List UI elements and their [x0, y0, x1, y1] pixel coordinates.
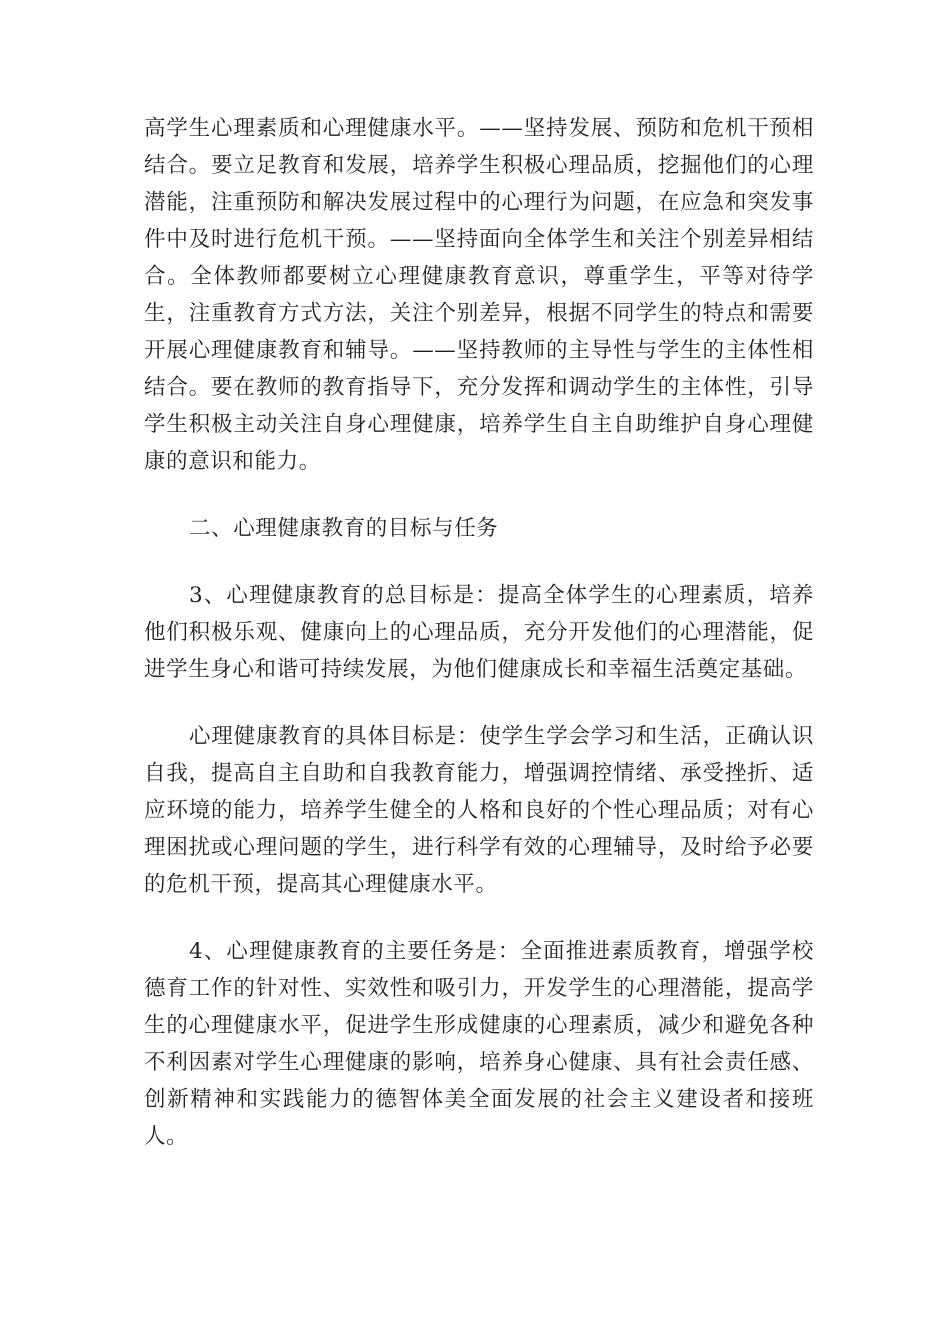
document-body — [144, 110, 814, 1185]
paragraph-specific-goals: 心理健康教育的具体目标是：使学生学会学习和生活，正确认识自我，提高自主自助和自我教育能力，增强调控情绪、承受挫折、适应环境的能力，培养学生健全的人格和良好的个性心理品质；对有心理困扰或心理问题的学生，进行科学有效的心理辅导，及时给予必要的危机干预，提高其心理健康水平。 — [144, 724, 814, 897]
paragraph-main-tasks: 4、心理健康教育的主要任务是：全面推进素质教育，增强学校德育工作的针对性、实效性和吸引力，开发学生的心理潜能，提高学生的心理健康水平，促进学生形成健康的心理素质，减少和避免各种不利因素对学生心理健康的影响，培养身心健康、具有社会责任感、创新精神和实践能力的德智体美全面发展的社会主义建设者和接班人。 — [144, 939, 814, 1149]
paragraph-overall-goal: 3、心理健康教育的总目标是：提高全体学生的心理素质，培养他们积极乐观、健康向上的心理品质，充分开发他们的心理潜能，促进学生身心和谐可持续发展，为他们健康成长和幸福生活奠定基础。 — [144, 583, 814, 682]
paragraph-principles-continued: 高学生心理素质和心理健康水平。——坚持发展、预防和危机干预相结合。要立足教育和发展，培养学生积极心理品质，挖掘他们的心理潜能，注重预防和解决发展过程中的心理行为问题，在应急和突发事件中及时进行危机干预。——坚持面向全体学生和关注个别差异相结合。全体教师都要树立心理健康教育意识，尊重学生，平等对待学生，注重教育方式方法，关注个别差异，根据不同学生的特点和需要开展心理健康教育和辅导。——坚持教师的主导性与学生的主体性相结合。要在教师的教育指导下，充分发挥和调动学生的主体性，引导学生积极主动关注自身心理健康，培养学生自主自助维护自身心理健康的意识和能力。 — [144, 116, 814, 474]
section-heading-goals-tasks: 二、心理健康教育的目标与任务 — [189, 516, 499, 541]
